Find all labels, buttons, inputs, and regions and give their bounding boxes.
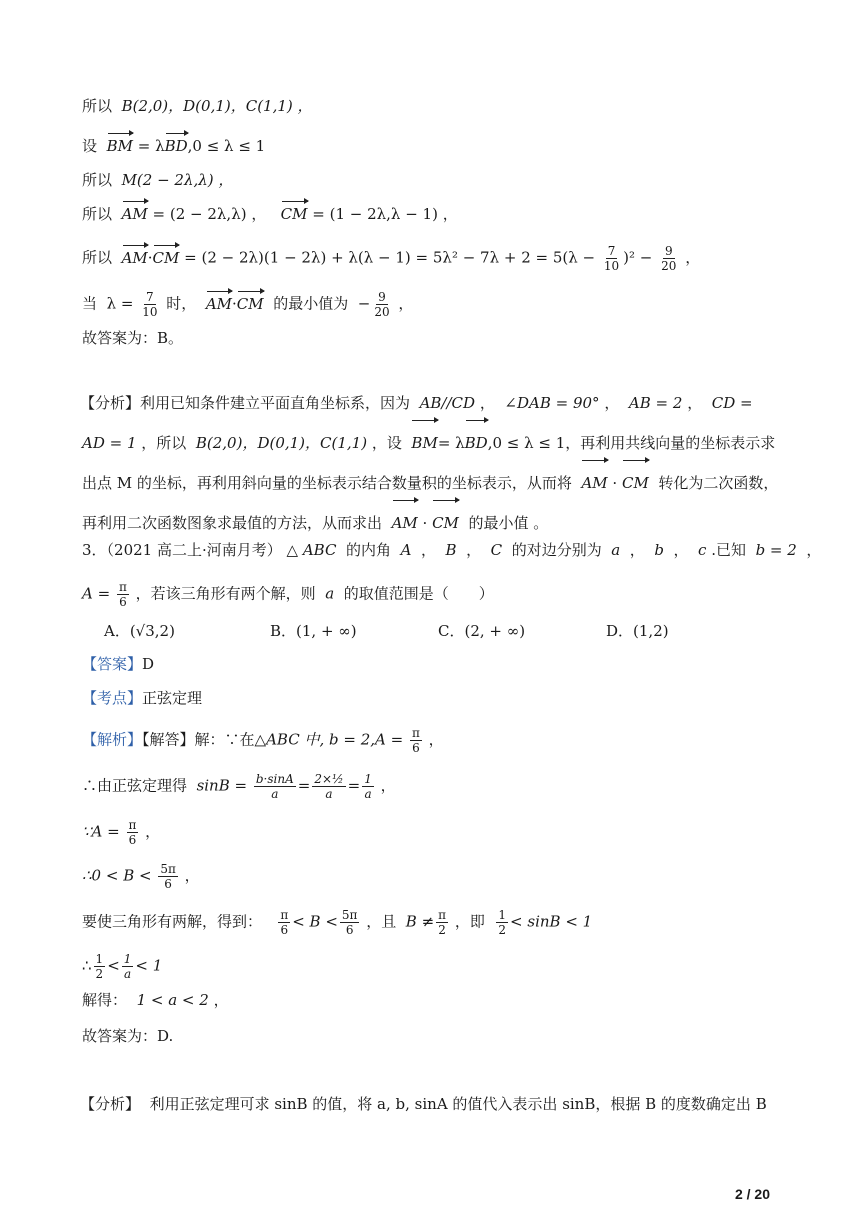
fraction: [117, 580, 129, 609]
vector-am: AM: [121, 248, 148, 267]
denominator: 2: [95, 967, 104, 981]
dot-operator: ·: [232, 294, 237, 313]
solution-line-4: [82, 204, 458, 224]
fraction: [312, 772, 345, 801]
analysis-tag: 【分析】: [80, 1095, 141, 1113]
dot-operator: ·: [607, 474, 622, 492]
punctuation: ，: [604, 394, 620, 412]
math-expression: 1 < a < 2: [136, 991, 209, 1009]
answer-value: D: [142, 655, 155, 673]
punctuation: ，: [673, 541, 689, 559]
vector-am: AM: [392, 503, 418, 543]
denominator: 10: [142, 305, 158, 319]
punctuation: ，: [213, 991, 229, 1009]
math-expression: = λ: [137, 137, 165, 155]
text: .已知: [711, 541, 747, 559]
text: 解得：: [82, 991, 128, 1009]
punctuation: ，: [479, 394, 495, 412]
fraction: [362, 772, 374, 801]
solution-line-2: [82, 136, 265, 156]
vector-am: AM: [205, 294, 233, 313]
vector-bd: BD: [164, 137, 188, 155]
question-number: 3．: [82, 541, 107, 559]
text: 设: [82, 137, 98, 155]
fraction: [94, 952, 106, 981]
vector-cm: CM: [152, 248, 180, 267]
math-expression: A =: [82, 584, 111, 603]
denominator: a: [364, 787, 372, 801]
text: ，再利用共线向量的坐标表示求: [565, 434, 776, 452]
fraction: [410, 726, 422, 755]
math-expression: )² −: [623, 248, 653, 267]
math-expression: B ≠: [405, 912, 435, 931]
math-expression: ∵A =: [82, 822, 120, 841]
vector-am: AM: [581, 463, 607, 503]
punctuation: ，: [428, 730, 444, 749]
text: 时，: [166, 294, 197, 313]
denominator: 6: [345, 923, 354, 937]
option-c: C．(2, + ∞): [438, 622, 526, 640]
analysis-line-1: [80, 383, 778, 423]
math-variable: A: [400, 541, 412, 559]
math-expression: B(2,0)，D(0,1)，C(1,1) ，: [121, 97, 313, 115]
math-expression: <: [107, 956, 120, 975]
text: 的最小值 。: [468, 514, 549, 532]
fraction: [372, 290, 391, 319]
text: 要使三角形有两解，得到：: [82, 912, 263, 931]
math-expression: ,0 ≤ λ ≤ 1: [187, 137, 266, 155]
numerator: 7: [607, 244, 616, 258]
text: 所以: [82, 171, 113, 189]
fraction: [340, 908, 360, 937]
equals: =: [297, 776, 311, 795]
fraction: [140, 290, 159, 319]
numerator: 1: [498, 908, 507, 922]
solution-line-3: [82, 170, 233, 190]
math-expression: ,0 ≤ λ ≤ 1: [487, 434, 566, 452]
denominator: 6: [128, 833, 137, 847]
punctuation: ，: [420, 541, 436, 559]
text: 的取值范围是（ ）: [343, 584, 494, 603]
numerator: 1: [123, 952, 132, 966]
solution-tag: 【解析】: [82, 730, 143, 749]
answer-line: [82, 654, 154, 674]
analysis-line-4: [82, 503, 778, 543]
solution-line-6: [82, 290, 413, 319]
math-expression: b = 2: [755, 541, 797, 559]
denominator: 2: [438, 923, 446, 937]
math-expression: M(2 − 2λ,λ) ，: [121, 171, 234, 189]
vector-bd: BD: [465, 423, 488, 463]
numerator: 9: [664, 244, 673, 258]
punctuation: ，: [145, 822, 161, 841]
math-variable: C: [490, 541, 503, 559]
denominator: 20: [374, 305, 390, 319]
dot-operator: ·: [147, 248, 153, 267]
math-expression: = λ: [437, 434, 465, 452]
vector-cm: CM: [432, 503, 459, 543]
math-variable: a: [611, 541, 621, 559]
fraction: [278, 908, 290, 937]
key-point-line: [82, 688, 202, 708]
therefore-symbol: ∴: [82, 956, 92, 975]
text: 的对边分别为: [511, 541, 602, 559]
analysis-paragraph: [82, 383, 778, 543]
solution-3-line-4: [82, 862, 200, 891]
page-number: 2 / 20: [734, 1186, 770, 1202]
math-expression: λ =: [106, 294, 134, 313]
denominator: 6: [280, 923, 289, 937]
punctuation: ，: [629, 541, 645, 559]
numerator: π: [118, 580, 127, 594]
math-expression: ∠DAB = 90°: [504, 394, 600, 412]
denominator: a: [271, 787, 279, 801]
solution-3-line-3: [82, 818, 160, 847]
math-expression: AB = 2: [628, 394, 683, 412]
punctuation: ，: [687, 394, 703, 412]
math-expression: < 1: [135, 956, 163, 975]
math-expression: AB//CD: [419, 394, 476, 412]
analysis-line-2: [82, 423, 778, 463]
question-3-line-2: [82, 580, 494, 609]
text: ，若该三角形有两个解，则: [135, 584, 316, 603]
solution-3-line-1: [82, 726, 444, 755]
text: 的最小值为: [273, 294, 349, 313]
text: 利用正弦定理可求 sinB 的值，将 a, b, sinA 的值代入表示出 sinB，根据 B 的度数确定出 B: [149, 1095, 767, 1113]
numerator: π: [438, 908, 447, 922]
key-point-tag: 【考点】: [82, 689, 143, 707]
punctuation: ，: [380, 776, 396, 795]
key-point-value: 正弦定理: [142, 689, 203, 707]
math-expression: △ ABC: [286, 541, 337, 559]
text: ∴由正弦定理得: [82, 776, 188, 795]
text: ，即: [454, 912, 485, 931]
math-variable: c: [698, 541, 707, 559]
punctuation: ，: [806, 541, 822, 559]
numerator: π: [411, 726, 420, 740]
analysis-3-line: [80, 1094, 767, 1114]
fraction: [659, 244, 678, 273]
numerator: π: [280, 908, 289, 922]
solution-line-7: 故答案为：B。: [82, 329, 184, 347]
math-variable: b: [654, 541, 664, 559]
text: 【解答】解：∵在: [142, 730, 255, 749]
equals: =: [347, 776, 361, 795]
denominator: 10: [603, 259, 620, 273]
text: 所以: [82, 97, 113, 115]
vector-cm: CM: [622, 463, 649, 503]
analysis-line-3: [82, 463, 778, 503]
denominator: 6: [164, 877, 172, 891]
numerator: 1: [95, 952, 104, 966]
text: 所以: [82, 248, 113, 267]
math-expression: −: [357, 294, 371, 313]
text: 再利用二次函数图象求最值的方法，从而求出: [82, 514, 383, 532]
solution-3-line-8: 故答案为：D.: [82, 1027, 174, 1045]
numerator: 2×½: [314, 772, 344, 786]
text: 出点 M 的坐标，再利用斜向量的坐标表示结合数量积的坐标表示，从而将: [82, 474, 572, 492]
fraction: [436, 908, 448, 937]
math-expression: sinB =: [196, 776, 248, 795]
text: 的内角: [346, 541, 392, 559]
question-3-line-1: [82, 540, 821, 560]
math-expression: AD = 1: [82, 434, 137, 452]
vector-am: AM: [121, 205, 148, 223]
fraction: [127, 818, 139, 847]
punctuation: ，: [398, 294, 414, 313]
numerator: π: [128, 818, 137, 832]
solution-3-line-6: [82, 952, 162, 981]
solution-line-5: [82, 244, 700, 273]
numerator: b·sinA: [255, 772, 294, 786]
math-expression: < sinB < 1: [510, 912, 593, 931]
solution-line-1: [82, 96, 313, 116]
denominator: a: [124, 967, 132, 981]
text: 当: [82, 294, 98, 313]
solution-3-line-7: [82, 990, 229, 1010]
math-expression: = (1 − 2λ,λ − 1) ，: [312, 205, 458, 223]
math-expression: = (2 − 2λ)(1 − 2λ) + λ(λ − 1) = 5λ² − 7λ + 2 = 5(λ −: [184, 248, 596, 267]
math-expression: △ABC 中, b = 2,A =: [254, 730, 404, 749]
fraction: [122, 952, 134, 981]
vector-bm: BM: [411, 423, 437, 463]
math-expression: ∴0 < B <: [82, 866, 152, 885]
numerator: 5π: [160, 862, 176, 876]
math-expression: = (2 − 2λ,λ) ，: [152, 205, 267, 223]
math-expression: B(2,0)，D(0,1)，C(1,1): [195, 434, 368, 452]
fraction: [496, 908, 508, 937]
text: ，设: [371, 434, 402, 452]
denominator: a: [325, 787, 333, 801]
text: ，所以: [141, 434, 187, 452]
punctuation: ，: [184, 866, 200, 885]
option-d: D．(1,2): [606, 622, 669, 640]
option-b: B．(1, + ∞): [270, 622, 357, 640]
punctuation: ，: [685, 248, 701, 267]
question-source: （2021 高二上·河南月考）: [106, 541, 282, 559]
math-expression: < B <: [292, 912, 338, 931]
numerator: 9: [378, 290, 386, 304]
vector-cm: CM: [280, 205, 308, 223]
punctuation: ，: [466, 541, 482, 559]
text: 所以: [82, 205, 113, 223]
text: ，且: [366, 912, 397, 931]
text: 转化为二次函数，: [658, 474, 779, 492]
analysis-tag: 【分析】: [80, 394, 141, 412]
numerator: 5π: [341, 908, 358, 922]
math-variable: a: [325, 584, 335, 603]
denominator: 6: [412, 741, 420, 755]
denominator: 2: [498, 923, 507, 937]
denominator: 6: [119, 595, 127, 609]
vector-cm: CM: [236, 294, 264, 313]
math-variable: B: [445, 541, 457, 559]
fraction: [158, 862, 178, 891]
solution-3-line-2: [82, 772, 396, 801]
vector-bm: BM: [106, 137, 133, 155]
denominator: 20: [661, 259, 677, 273]
option-a: A．(√3,2): [104, 622, 175, 640]
answer-tag: 【答案】: [82, 655, 143, 673]
text: 利用已知条件建立平面直角坐标系，因为: [140, 394, 411, 412]
numerator: 1: [364, 772, 372, 786]
dot-operator: ·: [417, 514, 433, 532]
fraction: [254, 772, 296, 801]
fraction: [602, 244, 621, 273]
solution-3-line-5: [82, 908, 592, 937]
math-expression: CD =: [711, 394, 753, 412]
numerator: 7: [146, 290, 154, 304]
